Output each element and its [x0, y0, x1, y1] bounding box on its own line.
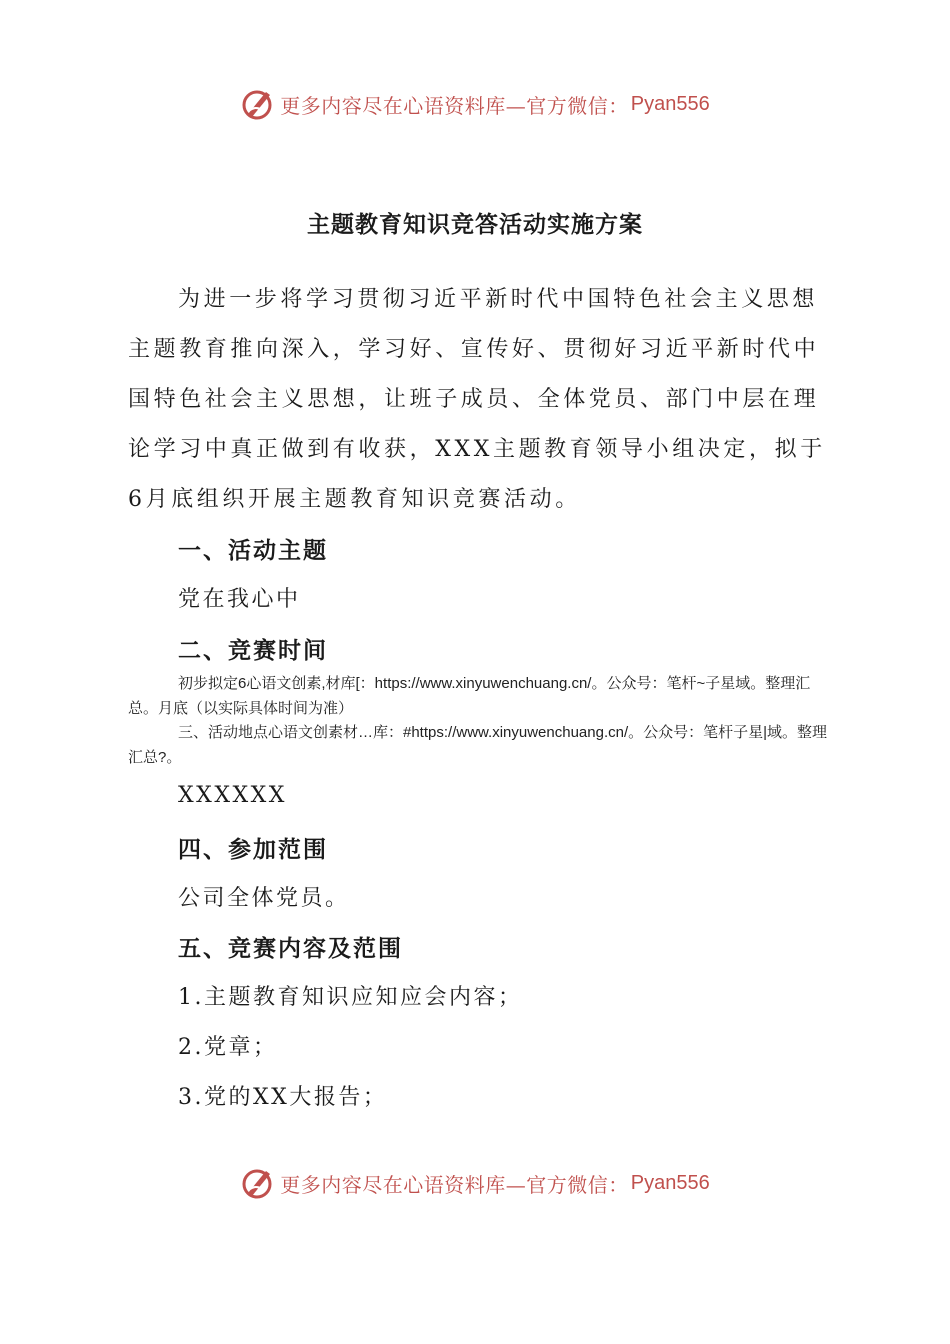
section-body-scope: 公司全体党员。	[178, 886, 350, 911]
document-title: 主题教育知识竞答活动实施方案	[307, 211, 643, 238]
banner-text: 更多内容尽在心语资料库—官方微信：	[280, 93, 629, 118]
section-heading-content: 五、竞赛内容及范围	[178, 935, 403, 962]
list-item: 2.党章；	[178, 1035, 278, 1060]
section-heading-time: 二、竞赛时间	[178, 637, 328, 664]
intro-paragraph: 为进一步将学习贯彻习近平新时代中国特色社会主义思想主题教育推向深入，学习好、宣传好、贯彻好习近平新时代中国特色社会主义思想，让班子成员、全体党员、部门中层在理论学习中真正做到有收获，XXX主题教育领导小组决定，拟于6月底组织开展主题教育知识竞赛活动。	[128, 287, 826, 512]
pen-logo-icon	[240, 86, 276, 122]
banner-text: 更多内容尽在心语资料库—官方微信：	[280, 1172, 629, 1197]
watermark-note-2: 三、活动地点心语文创素材…库：#https://www.xinyuwenchuang.cn/。公众号：笔杆子星|域。整理汇总?。	[128, 724, 828, 766]
header-watermark-banner	[0, 84, 950, 124]
list-item: 1.主题教育知识应知应会内容；	[178, 985, 523, 1010]
pen-logo-icon	[240, 1165, 276, 1201]
watermark-note-1: 初步拟定6心语文创素,材库[：https://www.xinyuwenchuang.cn/。公众号：笔杆~子星域。整理汇总。月底（以实际具体时间为准）	[128, 675, 811, 717]
section-body-location: XXXXXX	[178, 783, 287, 808]
list-item: 3.党的XX大报告；	[178, 1085, 388, 1110]
section-body-theme: 党在我心中	[178, 587, 301, 612]
section-heading-theme: 一、活动主题	[178, 537, 328, 564]
banner-wechat-id: Pyan556	[630, 1171, 710, 1194]
footer-watermark-banner	[0, 1163, 950, 1203]
section-heading-scope: 四、参加范围	[178, 836, 328, 863]
banner-wechat-id: Pyan556	[630, 92, 710, 115]
